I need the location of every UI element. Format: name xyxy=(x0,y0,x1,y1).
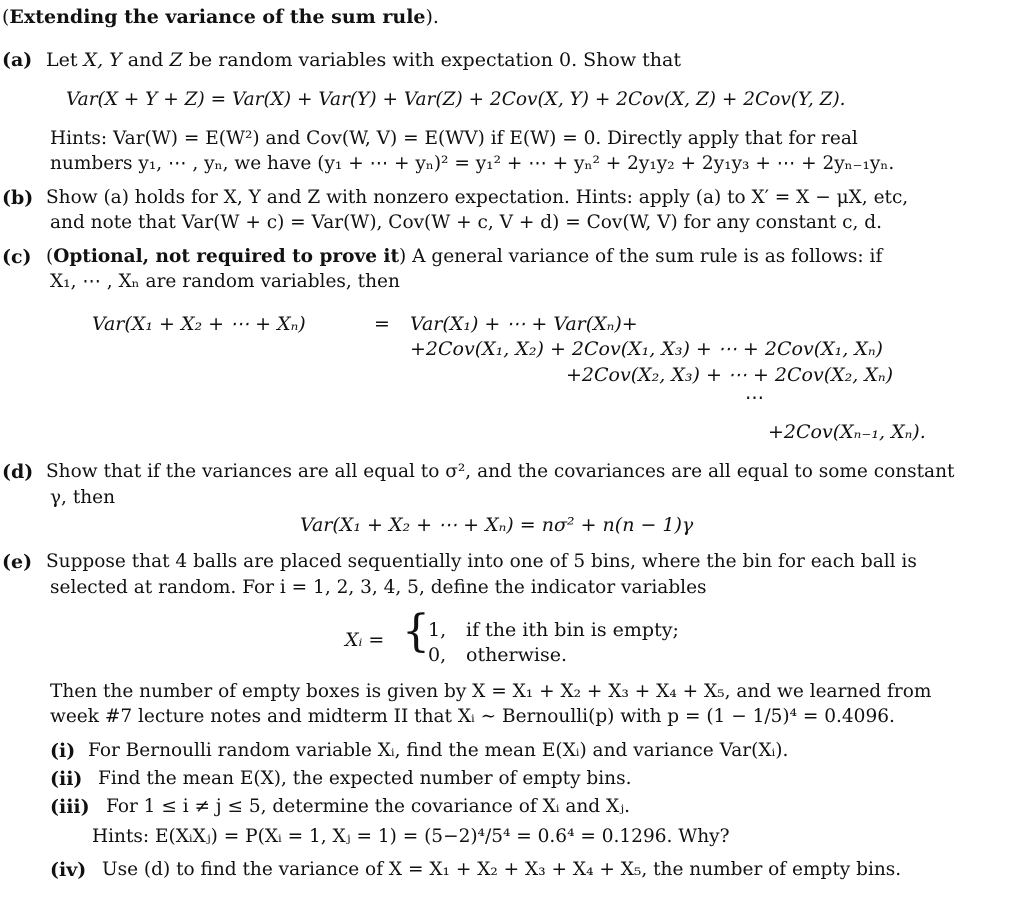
part-c-line-2: X₁, ⋯ , Xₙ are random variables, then xyxy=(50,271,400,292)
part-a-statement: Let X, Y and Z be random variables with expectation 0. Show that xyxy=(46,49,681,71)
problem-title: (Extending the variance of the sum rule). xyxy=(2,6,439,28)
sub-ii-text: Find the mean E(X), the expected number of empty bins. xyxy=(98,768,632,789)
part-c-label: (c) xyxy=(2,246,32,268)
general-rule-rhs-1: Var(X₁) + ⋯ + Var(Xₙ)+ xyxy=(410,313,638,335)
sub-iv-label: (iv) xyxy=(50,859,87,881)
optional-note: Optional, not required to prove it xyxy=(53,246,400,267)
general-rule-lhs: Var(X₁ + X₂ + ⋯ + Xₙ) xyxy=(92,313,306,335)
case-2-condition: otherwise. xyxy=(466,644,568,666)
part-d-equation: Var(X₁ + X₂ + ⋯ + Xₙ) = nσ² + n(n − 1)γ xyxy=(300,514,694,536)
part-a-hint-line-1: Hints: Var(W) = E(W²) and Cov(W, V) = E(WV) if E(W) = 0. Directly apply that for real xyxy=(50,128,858,149)
part-b-line-2: and note that Var(W + c) = Var(W), Cov(W + c, V + d) = Cov(W, V) for any constant c, d. xyxy=(50,212,882,233)
part-e-para-1: Then the number of empty boxes is given by X = X₁ + X₂ + X₃ + X₄ + X₅, and we learned from xyxy=(50,681,932,702)
general-rule-rhs-2: +2Cov(X₁, X₂) + 2Cov(X₁, X₃) + ⋯ + 2Cov(X₁, Xₙ) xyxy=(410,338,883,360)
part-e-line-1: Suppose that 4 balls are placed sequentially into one of 5 bins, where the bin for each ball is xyxy=(46,551,917,572)
part-e-para-2: week #7 lecture notes and midterm II that Xᵢ ∼ Bernoulli(p) with p = (1 − 1/5)⁴ = 0.4096. xyxy=(50,706,895,727)
sub-i-label: (i) xyxy=(50,740,76,762)
part-b-line-1: Show (a) holds for X, Y and Z with nonzero expectation. Hints: apply (a) to X′ = X − μX, etc, xyxy=(46,187,909,208)
sub-iii-text: For 1 ≤ i ≠ j ≤ 5, determine the covariance of Xᵢ and Xⱼ. xyxy=(106,796,630,817)
part-d-line-1: Show that if the variances are all equal to σ², and the covariances are all equal to some constant xyxy=(46,461,955,482)
part-e-label: (e) xyxy=(2,551,33,573)
case-1-value: 1, xyxy=(428,619,447,641)
general-rule-rhs-last: +2Cov(Xₙ₋₁, Xₙ). xyxy=(768,421,926,443)
general-rule-rhs-3: +2Cov(X₂, X₃) + ⋯ + 2Cov(X₂, Xₙ) xyxy=(566,364,893,386)
part-a-equation: Var(X + Y + Z) = Var(X) + Var(Y) + Var(Z) + 2Cov(X, Y) + 2Cov(X, Z) + 2Cov(Y, Z). xyxy=(66,89,846,110)
part-b-label: (b) xyxy=(2,187,34,209)
sub-iv-text: Use (d) to find the variance of X = X₁ + X₂ + X₃ + X₄ + X₅, the number of empty bins. xyxy=(102,859,902,880)
sub-i-text: For Bernoulli random variable Xᵢ, find the mean E(Xᵢ) and variance Var(Xᵢ). xyxy=(88,740,789,761)
part-c-line-1: (Optional, not required to prove it) A general variance of the sum rule is as follows: if xyxy=(46,246,883,267)
part-d-line-2: γ, then xyxy=(50,487,116,508)
sub-iii-label: (iii) xyxy=(50,796,90,818)
general-rule-equals: = xyxy=(374,313,390,335)
general-rule-rhs-dots: ⋯ xyxy=(745,387,764,409)
part-a-label: (a) xyxy=(2,49,33,71)
cases-brace: { xyxy=(402,606,430,657)
indicator-lhs: Xᵢ = xyxy=(345,629,385,651)
case-1-condition: if the ith bin is empty; xyxy=(466,619,679,641)
part-e-line-2: selected at random. For i = 1, 2, 3, 4, 5, define the indicator variables xyxy=(50,577,707,598)
sub-ii-label: (ii) xyxy=(50,768,83,790)
part-d-label: (d) xyxy=(2,461,34,483)
sub-iii-hint: Hints: E(XᵢXⱼ) = P(Xᵢ = 1, Xⱼ = 1) = (5−2)⁴/5⁴ = 0.6⁴ = 0.1296. Why? xyxy=(92,826,730,847)
case-2-value: 0, xyxy=(428,644,447,666)
part-a-hint-line-2: numbers y₁, ⋯ , yₙ, we have (y₁ + ⋯ + yₙ)² = y₁² + ⋯ + yₙ² + 2y₁y₂ + 2y₁y₃ + ⋯ + 2yₙ₋₁yₙ. xyxy=(50,153,895,174)
